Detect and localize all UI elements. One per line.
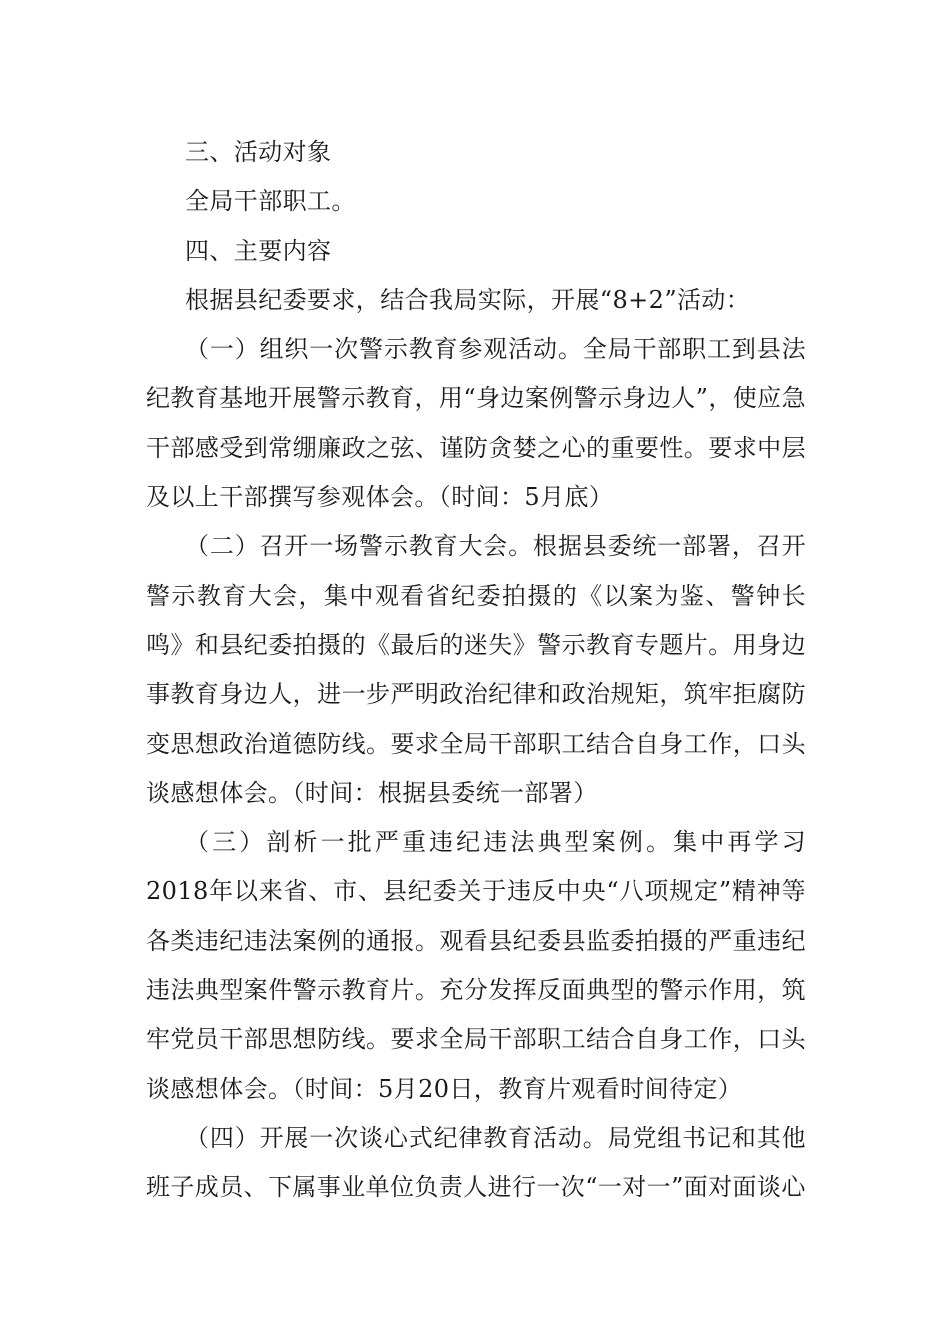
item-4-paragraph: （四）开展一次谈心式纪律教育活动。局党组书记和其他班子成员、下属事业单位负责人进行一次“一对一”面对面谈心	[146, 1123, 806, 1202]
item-3-paragraph: （三）剖析一批严重违纪违法典型案例。集中再学习2018年以来省、市、县纪委关于违反中央“八项规定”精神等各类违纪违法案例的通报。观看县纪委县监委拍摄的严重违纪违法典型案件警示教育片。充分发挥反面典型的警示作用，筑牢党员干部思想防线。要求全局干部职工结合自身工作，口头谈感想体会。（时间：5月20日，教育片观看时间待定）	[146, 828, 806, 1103]
document-body	[146, 128, 806, 1213]
item-2-paragraph: （二）召开一场警示教育大会。根据县委统一部署，召开警示教育大会，集中观看省纪委拍摄的《以案为鉴、警钟长鸣》和县纪委拍摄的《最后的迷失》警示教育专题片。用身边事教育身边人，进一步严明政治纪律和政治规矩，筑牢拒腐防变思想政治道德防线。要求全局干部职工结合自身工作，口头谈感想体会。（时间：根据县委统一部署）	[146, 532, 806, 807]
section-heading-targets: 三、活动对象	[185, 138, 332, 166]
targets-text: 全局干部职工。	[185, 187, 356, 216]
item-1-paragraph: （一）组织一次警示教育参观活动。全局干部职工到县法纪教育基地开展警示教育，用“身边案例警示身边人”，使应急干部感受到常绷廉政之弦、谨防贪婪之心的重要性。要求中层及以上干部撰写参观体会。（时间：5月底）	[146, 335, 806, 512]
section-heading-content: 四、主要内容	[185, 236, 332, 265]
content-intro: 根据县纪委要求，结合我局实际，开展“8+2”活动：	[185, 285, 751, 314]
